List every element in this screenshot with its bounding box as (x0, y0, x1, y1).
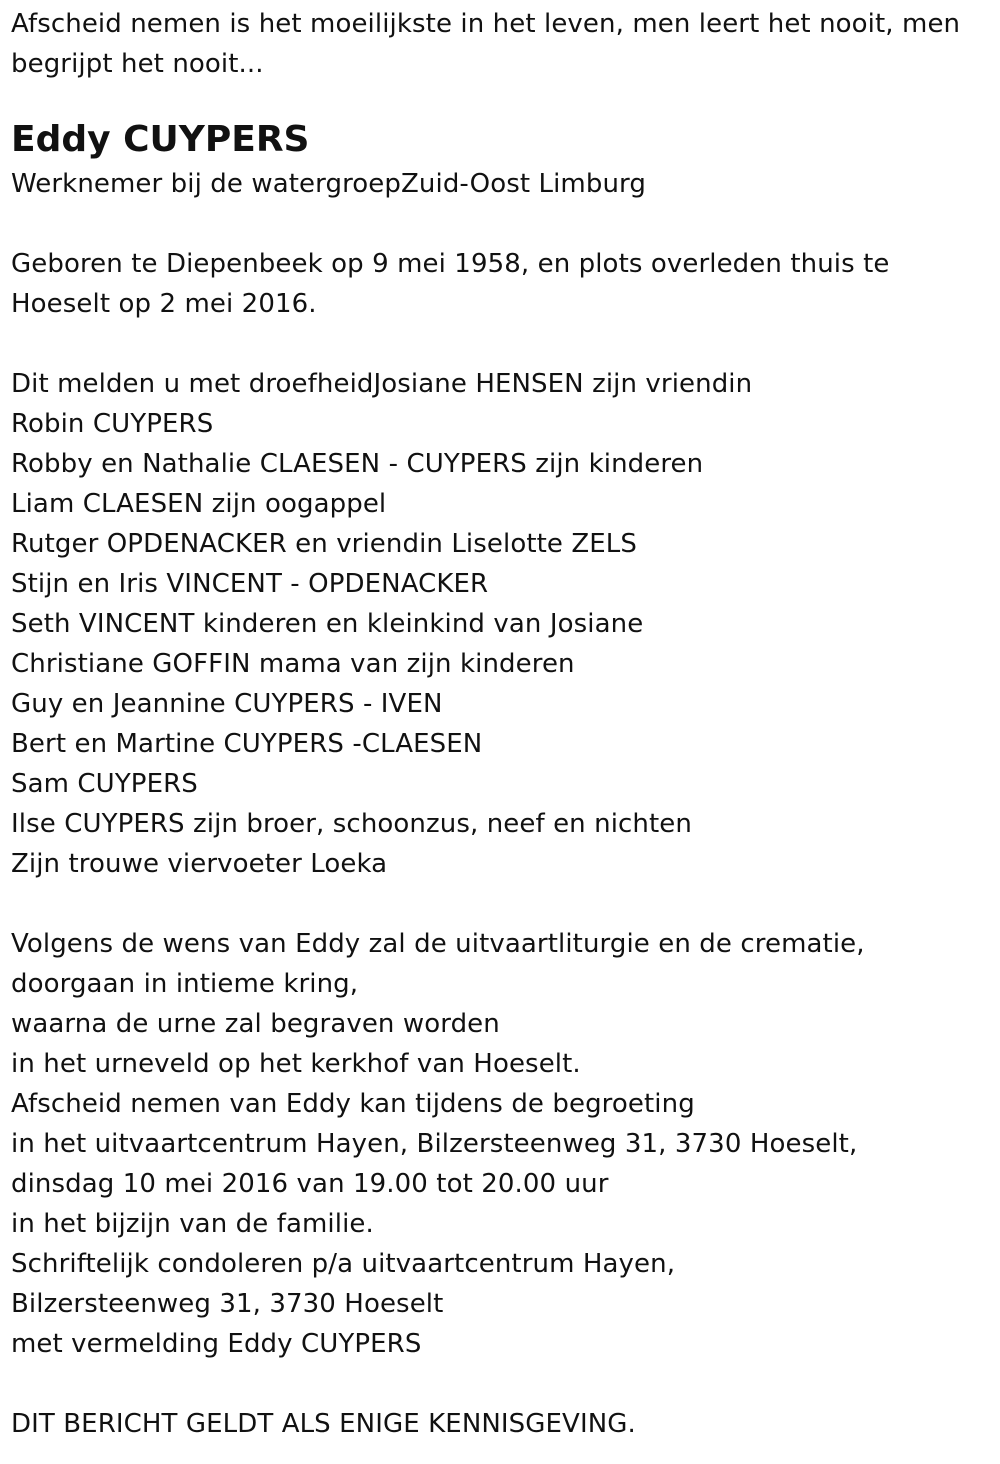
family-line: Dit melden u met droefheidJosiane HENSEN zijn vriendin (11, 369, 753, 399)
family-line: Guy en Jeannine CUYPERS - IVEN (11, 689, 443, 719)
family-line: Christiane GOFFIN mama van zijn kinderen (11, 649, 575, 679)
birth-death-info (11, 244, 986, 324)
obituary (11, 4, 986, 1444)
arrangement-line: met vermelding Eddy CUYPERS (11, 1329, 422, 1359)
arrangement-line: waarna de urne zal begraven worden (11, 1009, 500, 1039)
arrangement-line: Volgens de wens van Eddy zal de uitvaartliturgie en de crematie, (11, 929, 865, 959)
birth-death-line: Geboren te Diepenbeek op 9 mei 1958, en plots overleden thuis te (11, 249, 890, 279)
intro-line: Afscheid nemen is het moeilijkste in het leven, men leert het nooit, men (11, 9, 961, 39)
family-list (11, 364, 986, 884)
arrangement-line: Schriftelijk condoleren p/a uitvaartcentrum Hayen, (11, 1249, 676, 1279)
occupation: Werknemer bij de watergroepZuid-Oost Limburg (11, 169, 646, 199)
arrangement-line: dinsdag 10 mei 2016 van 19.00 tot 20.00 uur (11, 1169, 609, 1199)
birth-death-line: Hoeselt op 2 mei 2016. (11, 289, 317, 319)
family-line: Bert en Martine CUYPERS -CLAESEN (11, 729, 483, 759)
family-line: Zijn trouwe viervoeter Loeka (11, 849, 388, 879)
arrangement-line: Afscheid nemen van Eddy kan tijdens de begroeting (11, 1089, 695, 1119)
funeral-arrangements (11, 924, 986, 1364)
family-line: Robby en Nathalie CLAESEN - CUYPERS zijn kinderen (11, 449, 704, 479)
intro-quote (11, 4, 986, 84)
family-line: Rutger OPDENACKER en vriendin Liselotte ZELS (11, 529, 638, 559)
deceased-name: Eddy CUYPERS (11, 119, 310, 160)
family-line: Liam CLAESEN zijn oogappel (11, 489, 387, 519)
family-line: Sam CUYPERS (11, 769, 198, 799)
family-line: Robin CUYPERS (11, 409, 214, 439)
family-line: Stijn en Iris VINCENT - OPDENACKER (11, 569, 489, 599)
arrangement-line: in het bijzijn van de familie. (11, 1209, 374, 1239)
intro-line: begrijpt het nooit... (11, 49, 264, 79)
family-line: Ilse CUYPERS zijn broer, schoonzus, neef en nichten (11, 809, 692, 839)
arrangement-line: in het uitvaartcentrum Hayen, Bilzersteenweg 31, 3730 Hoeselt, (11, 1129, 858, 1159)
family-line: Seth VINCENT kinderen en kleinkind van Josiane (11, 609, 644, 639)
arrangement-line: doorgaan in intieme kring, (11, 969, 359, 999)
sole-notice: DIT BERICHT GELDT ALS ENIGE KENNISGEVING. (11, 1409, 636, 1439)
arrangement-line: in het urneveld op het kerkhof van Hoeselt. (11, 1049, 581, 1079)
arrangement-line: Bilzersteenweg 31, 3730 Hoeselt (11, 1289, 444, 1319)
